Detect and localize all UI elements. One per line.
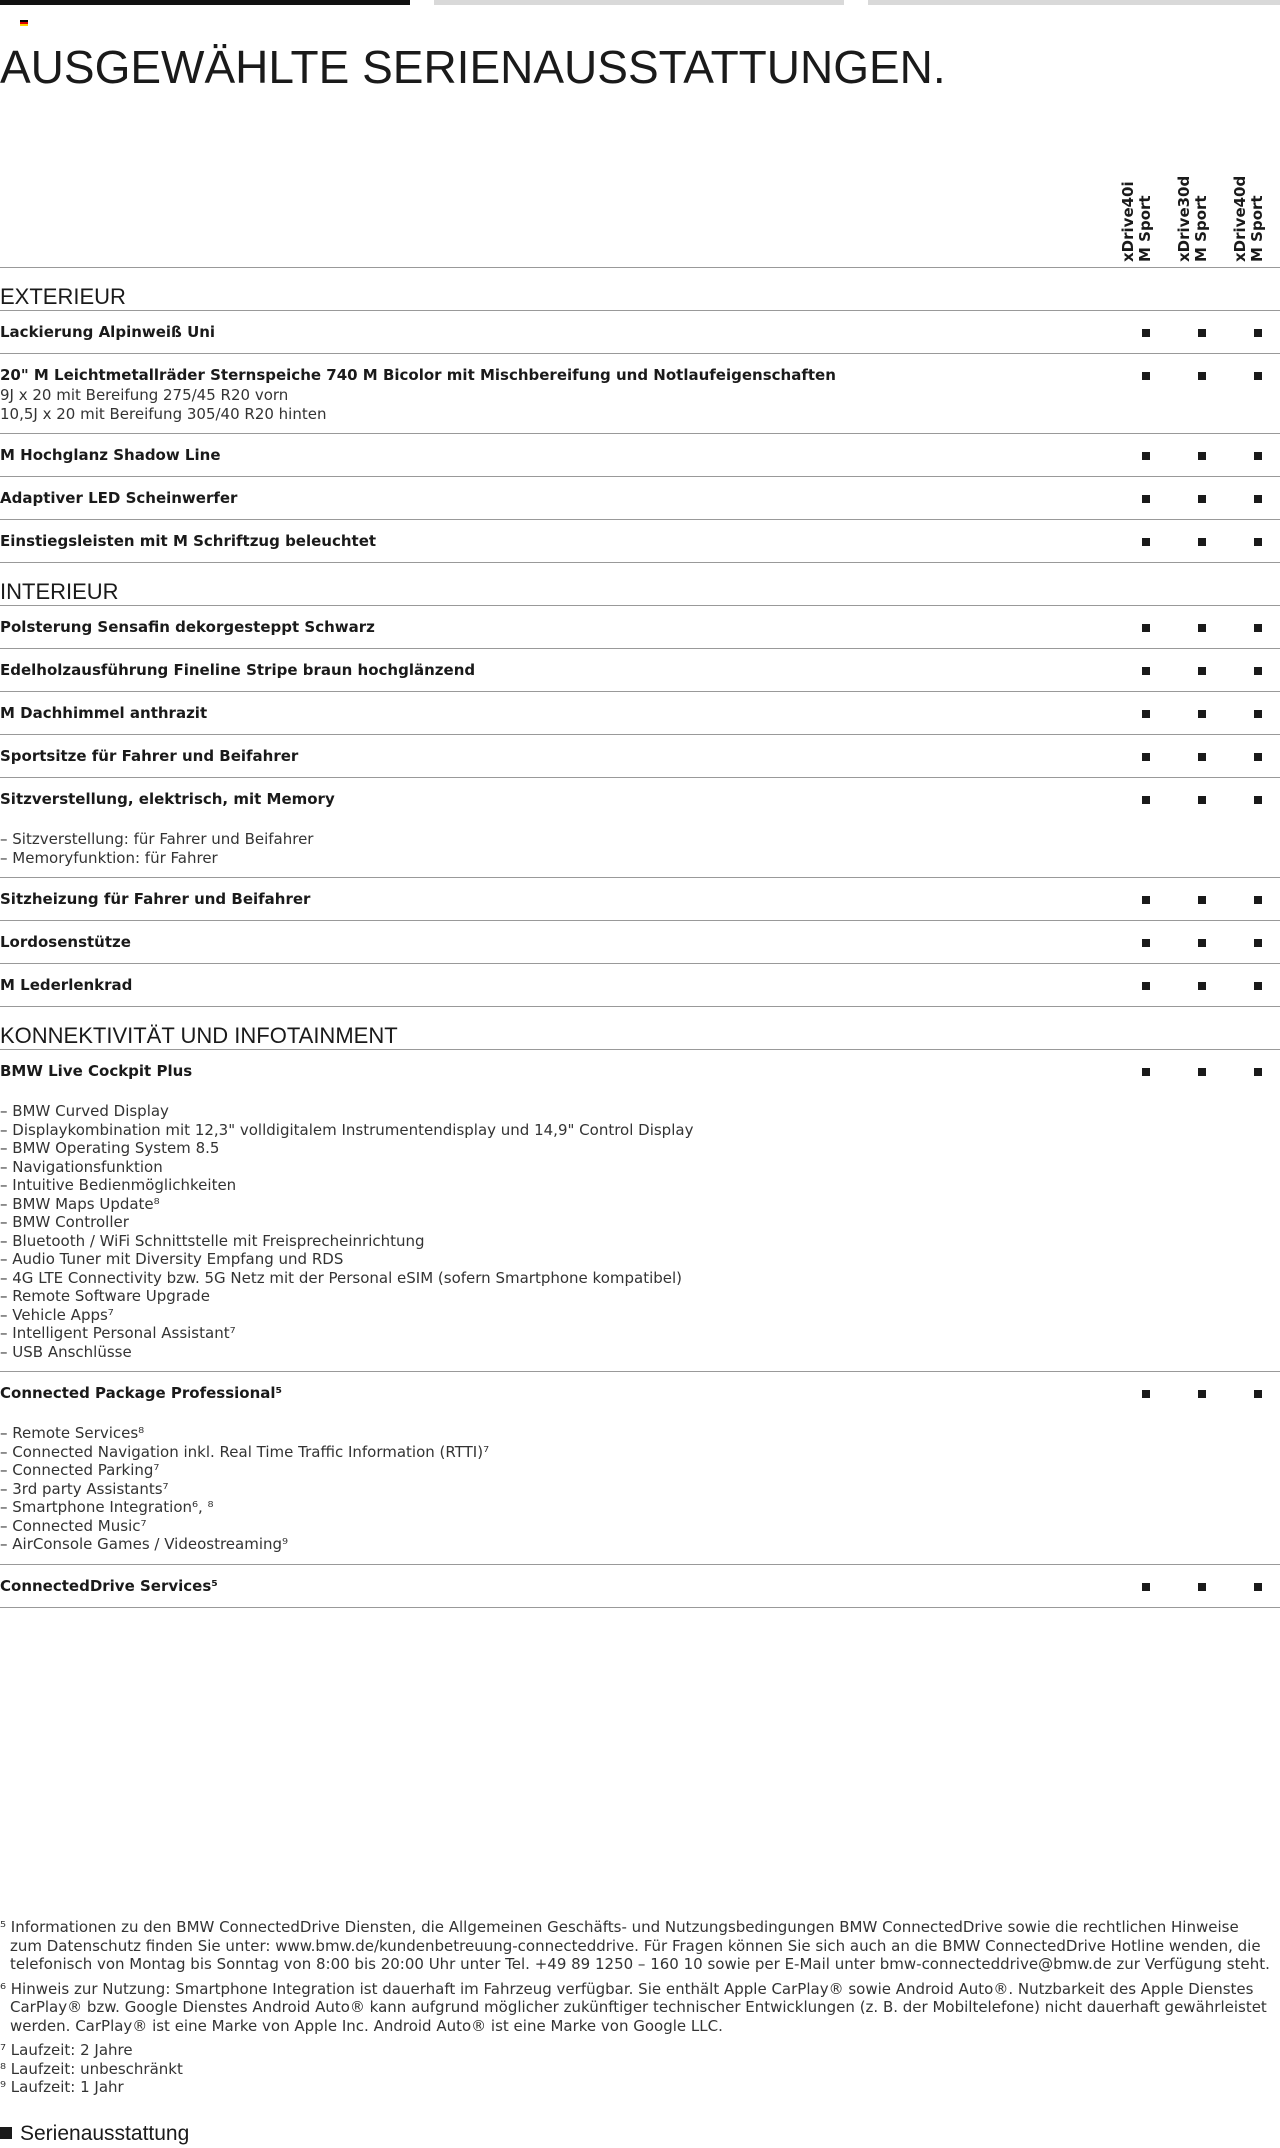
equipment-name: Sportsitze für Fahrer und Beifahrer xyxy=(0,747,299,765)
equipment-row xyxy=(0,921,1280,964)
availability-marks xyxy=(1120,796,1280,806)
equipment-name: M Lederlenkrad xyxy=(0,976,133,994)
equipment-row xyxy=(0,735,1280,778)
feature-list-item: – 3rd party Assistants⁷ xyxy=(0,1479,169,1498)
standard-equipment-mark xyxy=(1198,982,1206,990)
legend xyxy=(0,2122,189,2146)
standard-equipment-mark xyxy=(1254,1068,1262,1076)
equipment-detail: 10,5J x 20 mit Bereifung 305/40 R20 hinten xyxy=(0,404,327,423)
standard-equipment-mark xyxy=(1254,538,1262,546)
feature-list-item: – 4G LTE Connectivity bzw. 5G Netz mit der Personal eSIM (sofern Smartphone kompatibel) xyxy=(0,1268,683,1287)
standard-equipment-mark xyxy=(1254,796,1262,804)
equipment-row xyxy=(0,1565,1280,1608)
feature-list-item: – Intuitive Bedienmöglichkeiten xyxy=(0,1176,237,1194)
standard-equipment-mark xyxy=(1142,796,1150,804)
equipment-name: Sitzheizung für Fahrer und Beifahrer xyxy=(0,890,311,908)
equipment-feature-list xyxy=(0,1424,1280,1554)
standard-equipment-mark xyxy=(1142,1390,1150,1398)
equipment-name: M Hochglanz Shadow Line xyxy=(0,446,221,464)
standard-equipment-mark xyxy=(1142,667,1150,675)
section-title: KONNEKTIVITÄT UND INFOTAINMENT xyxy=(0,1007,1280,1050)
standard-equipment-mark xyxy=(1254,896,1262,904)
standard-equipment-mark xyxy=(1254,1583,1262,1591)
feature-list-item: – BMW Operating System 8.5 xyxy=(0,1139,220,1157)
standard-equipment-mark xyxy=(1198,896,1206,904)
availability-marks xyxy=(1120,624,1280,634)
equipment-name: Sitzverstellung, elektrisch, mit Memory xyxy=(0,790,335,808)
progress-bar-2 xyxy=(434,0,844,5)
equipment-name: BMW Live Cockpit Plus xyxy=(0,1062,193,1080)
availability-marks xyxy=(1120,1583,1280,1593)
equipment-name: 20" M Leichtmetallräder Sternspeiche 740 M Bicolor mit Mischbereifung und Notlaufeigenschaften xyxy=(0,366,836,384)
language-flag-icon[interactable] xyxy=(20,20,28,26)
standard-equipment-mark xyxy=(1254,753,1262,761)
availability-marks xyxy=(1120,667,1280,677)
feature-list-item: – Remote Software Upgrade xyxy=(0,1287,210,1305)
column-header-xdrive30d: xDrive30d M Sport xyxy=(1175,175,1210,262)
feature-list-item: – Connected Music⁷ xyxy=(0,1516,147,1535)
standard-equipment-mark xyxy=(1254,667,1262,675)
standard-equipment-mark xyxy=(1198,1390,1206,1398)
column-header-xdrive40d: xDrive40d M Sport xyxy=(1231,175,1266,262)
equipment-name: M Dachhimmel anthrazit xyxy=(0,704,208,722)
section-title: INTERIEUR xyxy=(0,563,1280,606)
standard-equipment-mark xyxy=(1254,624,1262,632)
equipment-row xyxy=(0,434,1280,477)
footnote-7: ⁷ Laufzeit: 2 Jahre xyxy=(0,2041,133,2059)
availability-marks xyxy=(1120,1390,1280,1400)
legend-square-icon xyxy=(0,2127,12,2139)
standard-equipment-mark xyxy=(1142,624,1150,632)
footnote-9: ⁹ Laufzeit: 1 Jahr xyxy=(0,2078,124,2096)
footnote-5: ⁵ Informationen zu den BMW ConnectedDrive Diensten, die Allgemeinen Geschäfts- und Nutzungsbedingungen BMW ConnectedDrive sowie die rechtlichen Hinweise zum Datenschutz finden Sie unter: www.bmw.de/kundenbetreuung-connecteddrive. Für Fragen können Sie sich auch an die BMW ConnectedDrive Hotline wenden, die telefonisch von Montag bis Sonntag von 8:00 bis 20:00 Uhr unter Tel. +49 89 1250 – 160 10 sowie per E-Mail unter bmw-connecteddrive@bmw.de zur Verfügung steht. xyxy=(0,1918,1270,1973)
standard-equipment-mark xyxy=(1254,710,1262,718)
equipment-row xyxy=(0,778,1280,878)
feature-list-item: – Smartphone Integration⁶, ⁸ xyxy=(0,1498,214,1516)
availability-marks xyxy=(1120,896,1280,906)
availability-marks xyxy=(1120,495,1280,505)
standard-equipment-mark xyxy=(1198,495,1206,503)
feature-list-item: – BMW Curved Display xyxy=(0,1102,169,1120)
legend-label: Serienausstattung xyxy=(20,2122,190,2145)
standard-equipment-mark xyxy=(1198,624,1206,632)
equipment-name: Adaptiver LED Scheinwerfer xyxy=(0,489,238,507)
availability-marks xyxy=(1120,939,1280,949)
equipment-row xyxy=(0,964,1280,1007)
progress-bar-1 xyxy=(0,0,410,5)
feature-list-item: – AirConsole Games / Videostreaming⁹ xyxy=(0,1535,289,1553)
standard-equipment-mark xyxy=(1142,452,1150,460)
standard-equipment-mark xyxy=(1198,329,1206,337)
feature-list-item: – BMW Maps Update⁸ xyxy=(0,1194,160,1213)
standard-equipment-mark xyxy=(1142,1583,1150,1591)
footnote-8: ⁸ Laufzeit: unbeschränkt xyxy=(0,2059,183,2078)
feature-list-item: – Bluetooth / WiFi Schnittstelle mit Freisprecheinrichtung xyxy=(0,1231,425,1250)
standard-equipment-mark xyxy=(1142,1068,1150,1076)
page-title: AUSGEWÄHLTE SERIENAUSSTATTUNGEN. xyxy=(0,41,946,93)
progress-bars xyxy=(0,0,1280,6)
equipment-row xyxy=(0,649,1280,692)
standard-equipment-mark xyxy=(1254,982,1262,990)
equipment-row xyxy=(0,878,1280,921)
standard-equipment-mark xyxy=(1142,495,1150,503)
feature-list-item: – BMW Controller xyxy=(0,1213,129,1231)
equipment-name: ConnectedDrive Services⁵ xyxy=(0,1576,218,1595)
standard-equipment-mark xyxy=(1142,329,1150,337)
standard-equipment-mark xyxy=(1198,939,1206,947)
standard-equipment-mark xyxy=(1142,753,1150,761)
availability-marks xyxy=(1120,538,1280,548)
equipment-row xyxy=(0,1372,1280,1565)
availability-marks xyxy=(1120,982,1280,992)
availability-marks xyxy=(1120,372,1280,382)
standard-equipment-mark xyxy=(1198,538,1206,546)
feature-list-item: – Remote Services⁸ xyxy=(0,1424,145,1442)
standard-equipment-mark xyxy=(1142,538,1150,546)
feature-list-item: – Connected Parking⁷ xyxy=(0,1461,160,1479)
standard-equipment-mark xyxy=(1142,896,1150,904)
equipment-name: Einstiegsleisten mit M Schriftzug beleuchtet xyxy=(0,532,377,550)
standard-equipment-mark xyxy=(1254,1390,1262,1398)
equipment-row xyxy=(0,311,1280,354)
standard-equipment-mark xyxy=(1142,710,1150,718)
standard-equipment-mark xyxy=(1254,495,1262,503)
standard-equipment-mark xyxy=(1198,667,1206,675)
standard-equipment-mark xyxy=(1142,372,1150,380)
feature-list-item: – Navigationsfunktion xyxy=(0,1157,163,1176)
standard-equipment-mark xyxy=(1198,753,1206,761)
standard-equipment-mark xyxy=(1198,452,1206,460)
progress-bar-3 xyxy=(868,0,1280,5)
feature-list-item: – Sitzverstellung: für Fahrer und Beifahrer xyxy=(0,830,314,848)
availability-marks xyxy=(1120,710,1280,720)
feature-list-item: – Vehicle Apps⁷ xyxy=(0,1305,114,1324)
equipment-feature-list xyxy=(0,830,1280,867)
equipment-detail: 9J x 20 mit Bereifung 275/45 R20 vorn xyxy=(0,386,289,404)
availability-marks xyxy=(1120,1068,1280,1078)
column-headers xyxy=(1120,170,1280,262)
equipment-row xyxy=(0,1050,1280,1372)
equipment-row xyxy=(0,606,1280,649)
section-title: EXTERIEUR xyxy=(0,268,1280,311)
footnotes xyxy=(0,1918,1270,2097)
column-header-xdrive40i: xDrive40i M Sport xyxy=(1119,181,1154,262)
feature-list-item: – Connected Navigation inkl. Real Time Traffic Information (RTTI)⁷ xyxy=(0,1442,490,1461)
feature-list-item: – Audio Tuner mit Diversity Empfang und RDS xyxy=(0,1250,344,1268)
standard-equipment-mark xyxy=(1254,372,1262,380)
feature-list-item: – Memoryfunktion: für Fahrer xyxy=(0,848,218,867)
availability-marks xyxy=(1120,753,1280,763)
footnote-6: ⁶ Hinweis zur Nutzung: Smartphone Integration ist dauerhaft im Fahrzeug verfügbar. Sie enthält Apple CarPlay® sowie Android Auto®. Nutzbarkeit des Apple Dienstes CarPlay® bzw. Google Dienstes Android Auto® kann aufgrund möglicher zukünftiger technischer Entwicklungen (z. B. der Mobiltelefone) nicht dauerhaft gewährleistet werden. CarPlay® ist eine Marke von Apple Inc. Android Auto® ist eine Marke von Google LLC. xyxy=(0,1979,1267,2035)
equipment-feature-list xyxy=(0,1102,1280,1361)
equipment-name: Lackierung Alpinweiß Uni xyxy=(0,323,216,341)
feature-list-item: – Intelligent Personal Assistant⁷ xyxy=(0,1324,236,1342)
standard-equipment-mark xyxy=(1198,710,1206,718)
equipment-row xyxy=(0,354,1280,434)
availability-marks xyxy=(1120,452,1280,462)
equipment-name: Edelholzausführung Fineline Stripe braun hochglänzend xyxy=(0,661,476,679)
equipment-name: Polsterung Sensafin dekorgesteppt Schwarz xyxy=(0,618,375,636)
standard-equipment-mark xyxy=(1198,796,1206,804)
standard-equipment-mark xyxy=(1198,372,1206,380)
equipment-name: Lordosenstütze xyxy=(0,933,131,951)
equipment-row xyxy=(0,520,1280,563)
standard-equipment-mark xyxy=(1198,1583,1206,1591)
feature-list-item: – USB Anschlüsse xyxy=(0,1342,132,1361)
standard-equipment-mark xyxy=(1254,329,1262,337)
equipment-row xyxy=(0,477,1280,520)
equipment-row xyxy=(0,692,1280,735)
availability-marks xyxy=(1120,329,1280,339)
standard-equipment-mark xyxy=(1254,939,1262,947)
standard-equipment-mark xyxy=(1142,939,1150,947)
standard-equipment-mark xyxy=(1142,982,1150,990)
feature-list-item: – Displaykombination mit 12,3" volldigitalem Instrumentendisplay und 14,9" Control Display xyxy=(0,1120,694,1139)
equipment-name: Connected Package Professional⁵ xyxy=(0,1384,283,1402)
standard-equipment-mark xyxy=(1254,452,1262,460)
standard-equipment-mark xyxy=(1198,1068,1206,1076)
equipment-table xyxy=(0,267,1280,1608)
